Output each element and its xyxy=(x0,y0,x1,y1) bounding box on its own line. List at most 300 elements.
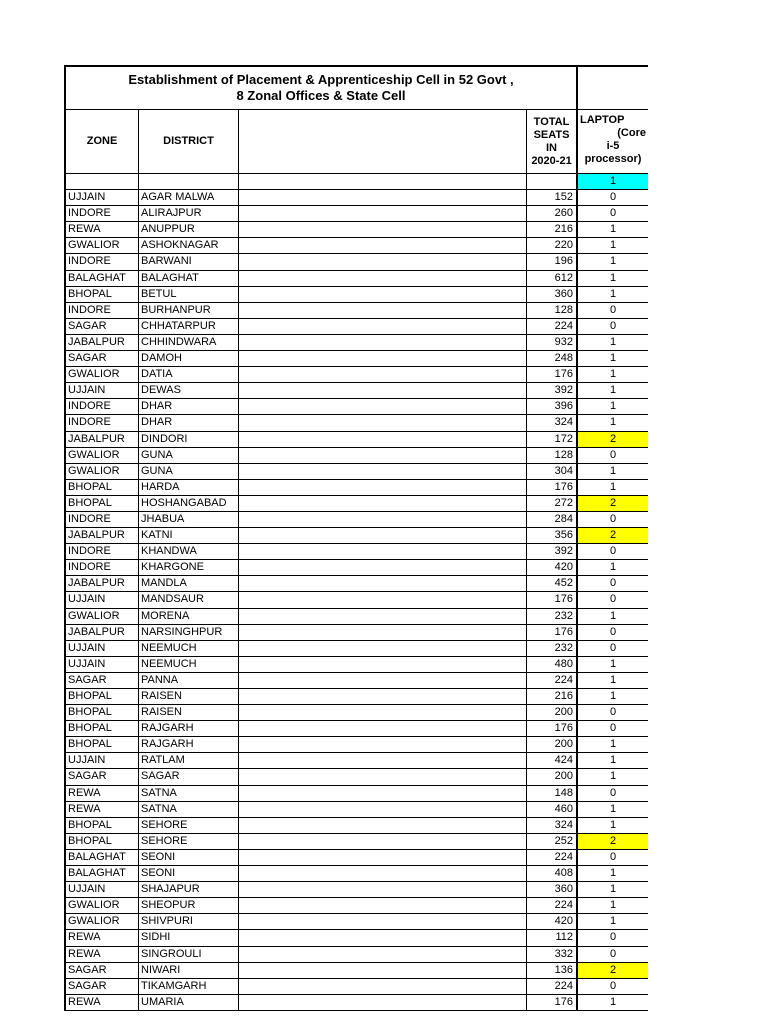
blank-cell xyxy=(239,769,527,784)
laptop-cell: 0 xyxy=(609,850,617,863)
laptop-cell: 0 xyxy=(609,979,617,992)
seats-cell: 332 xyxy=(527,947,578,962)
laptop-cell: 1 xyxy=(609,802,617,815)
blank-cell xyxy=(239,335,527,350)
laptop-cell: 1 xyxy=(609,995,617,1008)
title-line-2: 8 Zonal Offices & State Cell xyxy=(236,88,406,103)
table-row xyxy=(66,657,648,673)
zone-cell: INDORE xyxy=(66,399,139,414)
zone-cell: BHOPAL xyxy=(66,689,139,704)
laptop-cell: 0 xyxy=(609,319,617,332)
blank-cell xyxy=(239,560,527,575)
seats-cell: 224 xyxy=(527,319,578,334)
zone-cell: UJJAIN xyxy=(66,592,139,607)
header-blank xyxy=(239,110,527,173)
header-district: DISTRICT xyxy=(139,110,239,173)
laptop-cell: 1 xyxy=(609,335,617,348)
blank-cell xyxy=(239,705,527,720)
laptop-cell: 0 xyxy=(609,931,617,944)
laptop-cell: 1 xyxy=(609,416,617,429)
blank-cell xyxy=(239,753,527,768)
header-laptop-line-4: processor) xyxy=(584,153,642,165)
table-title xyxy=(66,67,578,109)
laptop-cell: 1 xyxy=(609,899,617,912)
district-cell: BALAGHAT xyxy=(139,271,239,286)
seats-cell: 232 xyxy=(527,609,578,624)
laptop-cell: 0 xyxy=(609,625,617,638)
table-row xyxy=(66,287,648,303)
blank-cell xyxy=(239,850,527,865)
seats-cell: 612 xyxy=(527,271,578,286)
district-cell: KATNI xyxy=(139,528,239,543)
zone-cell: UJJAIN xyxy=(66,882,139,897)
zone-cell: REWA xyxy=(66,930,139,945)
seats-cell: 200 xyxy=(527,769,578,784)
seats-cell: 176 xyxy=(527,995,578,1010)
seats-cell: 200 xyxy=(527,737,578,752)
blank-cell xyxy=(239,287,527,302)
unit-zone xyxy=(66,174,139,189)
table-body xyxy=(66,190,648,1011)
table-row xyxy=(66,222,648,238)
blank-cell xyxy=(239,448,527,463)
zone-cell: JABALPUR xyxy=(66,625,139,640)
laptop-cell: 0 xyxy=(609,577,617,590)
district-cell: NARSINGHPUR xyxy=(139,625,239,640)
seats-cell: 272 xyxy=(527,496,578,511)
title-line-1: Establishment of Placement & Apprenticeship Cell in 52 Govt , xyxy=(128,72,514,87)
zone-cell: JABALPUR xyxy=(66,576,139,591)
table-row xyxy=(66,190,648,206)
table-row xyxy=(66,818,648,834)
district-cell: ANUPPUR xyxy=(139,222,239,237)
table-row xyxy=(66,319,648,335)
seats-cell: 172 xyxy=(527,432,578,447)
district-cell: UMARIA xyxy=(139,995,239,1010)
blank-cell xyxy=(239,625,527,640)
laptop-cell: 0 xyxy=(609,207,617,220)
seats-cell: 224 xyxy=(527,673,578,688)
zone-cell: SAGAR xyxy=(66,673,139,688)
zone-cell: BHOPAL xyxy=(66,834,139,849)
seats-cell: 128 xyxy=(527,448,578,463)
seats-cell: 252 xyxy=(527,834,578,849)
table-row xyxy=(66,979,648,995)
blank-cell xyxy=(239,898,527,913)
blank-cell xyxy=(239,480,527,495)
laptop-cell: 1 xyxy=(609,400,617,413)
table-row xyxy=(66,383,648,399)
blank-cell xyxy=(239,399,527,414)
seats-cell: 176 xyxy=(527,367,578,382)
seats-cell: 420 xyxy=(527,914,578,929)
table-row xyxy=(66,721,648,737)
seats-cell: 232 xyxy=(527,641,578,656)
table-row xyxy=(66,689,648,705)
zone-cell: INDORE xyxy=(66,415,139,430)
district-cell: ALIRAJPUR xyxy=(139,206,239,221)
blank-cell xyxy=(239,721,527,736)
district-cell: RAJGARH xyxy=(139,721,239,736)
district-cell: SIDHI xyxy=(139,930,239,945)
zone-cell: JABALPUR xyxy=(66,432,139,447)
laptop-cell: 0 xyxy=(609,448,617,461)
blank-cell xyxy=(239,206,527,221)
district-cell: SINGROULI xyxy=(139,947,239,962)
laptop-cell: 1 xyxy=(609,352,617,365)
seats-cell: 324 xyxy=(527,415,578,430)
seats-cell: 196 xyxy=(527,254,578,269)
table-row xyxy=(66,367,648,383)
zone-cell: INDORE xyxy=(66,303,139,318)
table-row xyxy=(66,995,648,1011)
seats-cell: 260 xyxy=(527,206,578,221)
district-cell: HOSHANGABAD xyxy=(139,496,239,511)
district-cell: HARDA xyxy=(139,480,239,495)
table-row xyxy=(66,335,648,351)
district-cell: NEEMUCH xyxy=(139,657,239,672)
laptop-cell: 1 xyxy=(609,867,617,880)
blank-cell xyxy=(239,609,527,624)
district-cell: JHABUA xyxy=(139,512,239,527)
zone-cell: BALAGHAT xyxy=(66,866,139,881)
district-cell: SHIVPURI xyxy=(139,914,239,929)
laptop-cell: 1 xyxy=(609,287,617,300)
zone-cell: GWALIOR xyxy=(66,898,139,913)
table-row xyxy=(66,399,648,415)
zone-cell: GWALIOR xyxy=(66,367,139,382)
blank-cell xyxy=(239,190,527,205)
zone-cell: SAGAR xyxy=(66,963,139,978)
zone-cell: GWALIOR xyxy=(66,464,139,479)
zone-cell: REWA xyxy=(66,786,139,801)
header-total-seats xyxy=(527,110,578,173)
district-cell: SEHORE xyxy=(139,834,239,849)
seats-cell: 216 xyxy=(527,222,578,237)
laptop-cell: 2 xyxy=(578,528,648,543)
laptop-cell: 1 xyxy=(609,690,617,702)
zone-cell: INDORE xyxy=(66,560,139,575)
seats-cell: 176 xyxy=(527,480,578,495)
laptop-cell: 1 xyxy=(609,818,617,831)
table-row xyxy=(66,528,648,544)
blank-cell xyxy=(239,528,527,543)
district-cell: TIKAMGARH xyxy=(139,979,239,994)
blank-cell xyxy=(239,464,527,479)
district-cell: SEHORE xyxy=(139,818,239,833)
blank-cell xyxy=(239,367,527,382)
table-row xyxy=(66,254,648,270)
seats-cell: 304 xyxy=(527,464,578,479)
seats-cell: 420 xyxy=(527,560,578,575)
blank-cell xyxy=(239,592,527,607)
table-row xyxy=(66,271,648,287)
district-cell: BURHANPUR xyxy=(139,303,239,318)
district-cell: DHAR xyxy=(139,399,239,414)
table-row xyxy=(66,592,648,608)
laptop-cell: 0 xyxy=(609,593,617,606)
seats-cell: 224 xyxy=(527,898,578,913)
zone-cell: INDORE xyxy=(66,254,139,269)
blank-cell xyxy=(239,383,527,398)
seats-cell: 176 xyxy=(527,721,578,736)
district-cell: RATLAM xyxy=(139,753,239,768)
unit-district xyxy=(139,174,239,189)
blank-cell xyxy=(239,351,527,366)
seats-cell: 216 xyxy=(527,689,578,704)
laptop-cell: 0 xyxy=(609,641,617,654)
laptop-cell: 1 xyxy=(609,673,617,686)
laptop-cell: 0 xyxy=(609,512,617,525)
zone-cell: SAGAR xyxy=(66,769,139,784)
table-row xyxy=(66,882,648,898)
blank-cell xyxy=(239,432,527,447)
zone-cell: BHOPAL xyxy=(66,721,139,736)
table-row xyxy=(66,609,648,625)
seats-cell: 176 xyxy=(527,625,578,640)
seats-cell: 220 xyxy=(527,238,578,253)
district-cell: DEWAS xyxy=(139,383,239,398)
table-row xyxy=(66,850,648,866)
seats-cell: 392 xyxy=(527,544,578,559)
header-seats-line-2: SEATS IN xyxy=(533,128,570,154)
laptop-cell: 1 xyxy=(609,368,617,381)
unit-seats xyxy=(527,174,578,189)
blank-cell xyxy=(239,641,527,656)
district-cell: DAMOH xyxy=(139,351,239,366)
blank-cell xyxy=(239,947,527,962)
district-cell: MORENA xyxy=(139,609,239,624)
blank-cell xyxy=(239,914,527,929)
table-row xyxy=(66,496,648,512)
laptop-cell: 1 xyxy=(609,770,617,783)
spreadsheet-table xyxy=(64,65,648,1011)
blank-cell xyxy=(239,802,527,817)
laptop-cell: 0 xyxy=(609,706,617,719)
zone-cell: INDORE xyxy=(66,206,139,221)
seats-cell: 408 xyxy=(527,866,578,881)
blank-cell xyxy=(239,544,527,559)
district-cell: RAISEN xyxy=(139,689,239,704)
zone-cell: GWALIOR xyxy=(66,238,139,253)
laptop-cell: 1 xyxy=(609,738,617,751)
laptop-cell: 1 xyxy=(609,255,617,268)
table-row xyxy=(66,641,648,657)
blank-cell xyxy=(239,737,527,752)
seats-cell: 424 xyxy=(527,753,578,768)
table-row xyxy=(66,625,648,641)
laptop-cell: 1 xyxy=(609,915,617,928)
table-row xyxy=(66,737,648,753)
zone-cell: INDORE xyxy=(66,512,139,527)
table-row xyxy=(66,544,648,560)
table-row xyxy=(66,673,648,689)
zone-cell: UJJAIN xyxy=(66,657,139,672)
table-row xyxy=(66,866,648,882)
blank-cell xyxy=(239,222,527,237)
zone-cell: REWA xyxy=(66,947,139,962)
zone-cell: GWALIOR xyxy=(66,914,139,929)
blank-cell xyxy=(239,319,527,334)
blank-cell xyxy=(239,238,527,253)
district-cell: SATNA xyxy=(139,802,239,817)
laptop-cell: 0 xyxy=(609,545,617,558)
zone-cell: GWALIOR xyxy=(66,609,139,624)
table-row xyxy=(66,786,648,802)
header-zone: ZONE xyxy=(66,110,139,173)
seats-cell: 136 xyxy=(527,963,578,978)
laptop-cell: 1 xyxy=(609,480,617,493)
district-cell: RAISEN xyxy=(139,705,239,720)
district-cell: SEONI xyxy=(139,850,239,865)
seats-cell: 324 xyxy=(527,818,578,833)
table-row xyxy=(66,753,648,769)
seats-cell: 224 xyxy=(527,979,578,994)
zone-cell: SAGAR xyxy=(66,351,139,366)
laptop-cell: 1 xyxy=(609,561,617,574)
zone-cell: SAGAR xyxy=(66,979,139,994)
seats-cell: 128 xyxy=(527,303,578,318)
blank-cell xyxy=(239,786,527,801)
seats-cell: 248 xyxy=(527,351,578,366)
zone-cell: BHOPAL xyxy=(66,496,139,511)
laptop-cell: 2 xyxy=(578,496,648,511)
district-cell: DATIA xyxy=(139,367,239,382)
blank-cell xyxy=(239,866,527,881)
district-cell: AGAR MALWA xyxy=(139,190,239,205)
district-cell: MANDLA xyxy=(139,576,239,591)
blank-cell xyxy=(239,303,527,318)
table-row xyxy=(66,432,648,448)
header-seats-line-3: 2020-21 xyxy=(531,154,572,167)
table-row xyxy=(66,769,648,785)
blank-cell xyxy=(239,818,527,833)
blank-cell xyxy=(239,415,527,430)
seats-cell: 452 xyxy=(527,576,578,591)
laptop-cell: 1 xyxy=(609,609,617,622)
zone-cell: JABALPUR xyxy=(66,335,139,350)
blank-cell xyxy=(239,689,527,704)
table-row xyxy=(66,512,648,528)
header-laptop-line-1: LAPTOP xyxy=(580,114,625,126)
zone-cell: GWALIOR xyxy=(66,448,139,463)
table-row xyxy=(66,834,648,850)
laptop-cell: 1 xyxy=(609,384,617,397)
header-laptop xyxy=(578,110,648,173)
laptop-cell: 0 xyxy=(609,191,617,204)
seats-cell: 480 xyxy=(527,657,578,672)
table-row xyxy=(66,480,648,496)
district-cell: PANNA xyxy=(139,673,239,688)
district-cell: SHEOPUR xyxy=(139,898,239,913)
table-row xyxy=(66,238,648,254)
district-cell: KHANDWA xyxy=(139,544,239,559)
blank-cell xyxy=(239,930,527,945)
district-cell: NEEMUCH xyxy=(139,641,239,656)
laptop-cell: 1 xyxy=(609,239,617,252)
zone-cell: UJJAIN xyxy=(66,190,139,205)
district-cell: CHHATARPUR xyxy=(139,319,239,334)
seats-cell: 112 xyxy=(527,930,578,945)
seats-cell: 148 xyxy=(527,786,578,801)
seats-cell: 360 xyxy=(527,882,578,897)
column-header-row xyxy=(66,110,648,174)
zone-cell: BALAGHAT xyxy=(66,271,139,286)
blank-cell xyxy=(239,882,527,897)
district-cell: DINDORI xyxy=(139,432,239,447)
laptop-cell: 1 xyxy=(609,271,617,284)
seats-cell: 284 xyxy=(527,512,578,527)
table-row xyxy=(66,802,648,818)
laptop-cell: 1 xyxy=(609,754,617,767)
zone-cell: BHOPAL xyxy=(66,287,139,302)
header-seats-line-1: TOTAL xyxy=(533,115,570,128)
district-cell: SHAJAPUR xyxy=(139,882,239,897)
zone-cell: BHOPAL xyxy=(66,737,139,752)
zone-cell: REWA xyxy=(66,995,139,1010)
table-row xyxy=(66,415,648,431)
title-row xyxy=(66,67,648,110)
district-cell: RAJGARH xyxy=(139,737,239,752)
district-cell: SATNA xyxy=(139,786,239,801)
blank-cell xyxy=(239,995,527,1010)
laptop-cell: 0 xyxy=(609,303,617,316)
table-row xyxy=(66,914,648,930)
seats-cell: 360 xyxy=(527,287,578,302)
table-row xyxy=(66,448,648,464)
blank-cell xyxy=(239,254,527,269)
district-cell: MANDSAUR xyxy=(139,592,239,607)
table-row xyxy=(66,351,648,367)
table-row xyxy=(66,576,648,592)
district-cell: BETUL xyxy=(139,287,239,302)
district-cell: DHAR xyxy=(139,415,239,430)
table-row xyxy=(66,303,648,319)
blank-cell xyxy=(239,834,527,849)
district-cell: SEONI xyxy=(139,866,239,881)
district-cell: GUNA xyxy=(139,448,239,463)
table-row xyxy=(66,705,648,721)
zone-cell: REWA xyxy=(66,802,139,817)
unit-row xyxy=(66,174,648,190)
blank-cell xyxy=(239,979,527,994)
zone-cell: SAGAR xyxy=(66,319,139,334)
seats-cell: 152 xyxy=(527,190,578,205)
blank-cell xyxy=(239,271,527,286)
seats-cell: 396 xyxy=(527,399,578,414)
laptop-cell: 1 xyxy=(609,883,617,896)
zone-cell: REWA xyxy=(66,222,139,237)
district-cell: BARWANI xyxy=(139,254,239,269)
laptop-cell: 1 xyxy=(609,464,617,477)
unit-laptop: 1 xyxy=(578,174,648,189)
blank-cell xyxy=(239,512,527,527)
district-cell: NIWARI xyxy=(139,963,239,978)
blank-cell xyxy=(239,576,527,591)
zone-cell: UJJAIN xyxy=(66,383,139,398)
district-cell: KHARGONE xyxy=(139,560,239,575)
zone-cell: JABALPUR xyxy=(66,528,139,543)
blank-cell xyxy=(239,963,527,978)
table-row xyxy=(66,930,648,946)
zone-cell: BHOPAL xyxy=(66,480,139,495)
district-cell: CHHINDWARA xyxy=(139,335,239,350)
laptop-cell: 1 xyxy=(609,223,617,236)
table-row xyxy=(66,963,648,979)
seats-cell: 392 xyxy=(527,383,578,398)
blank-cell xyxy=(239,496,527,511)
laptop-cell: 0 xyxy=(609,786,617,799)
